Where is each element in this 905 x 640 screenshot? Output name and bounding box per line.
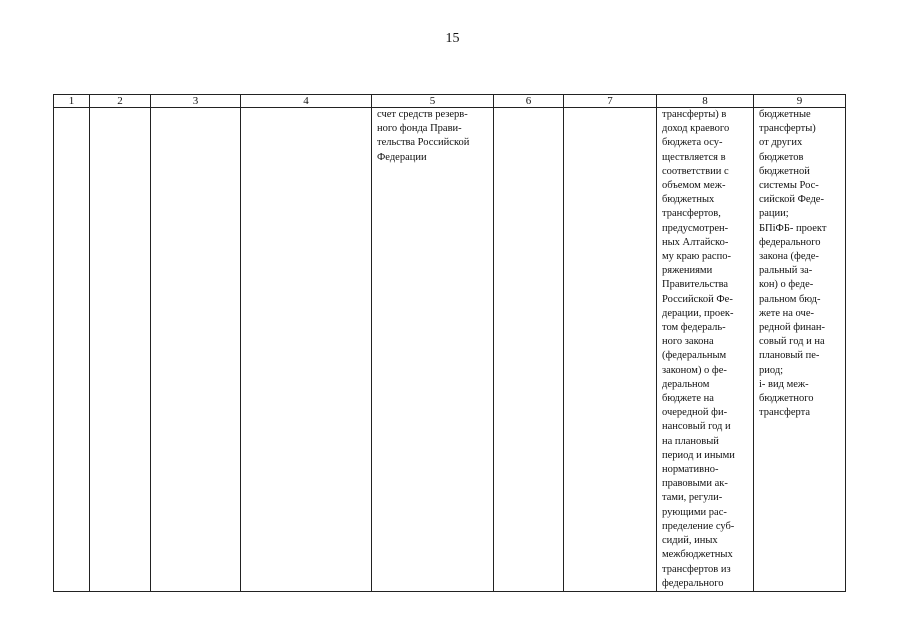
table-cell-col5 xyxy=(372,108,494,592)
page-number: 15 xyxy=(445,31,460,46)
column-header-5: 5 xyxy=(372,95,494,108)
table-row xyxy=(54,108,846,592)
column-header-7: 7 xyxy=(564,95,657,108)
table-cell-col7 xyxy=(564,108,657,592)
column-header-3: 3 xyxy=(151,95,241,108)
table-cell-col4 xyxy=(241,108,372,592)
table-cell-col6 xyxy=(494,108,564,592)
column-header-6: 6 xyxy=(494,95,564,108)
table-cell-col2 xyxy=(90,108,151,592)
table-cell-col8 xyxy=(657,108,754,592)
table-cell-col9 xyxy=(754,108,846,592)
cell-text-col9: бюджетные трансферты) от других бюджетов бюджетной системы Рос- сийской Феде- рации; БПiФБ- проект федерального закона (феде- ральный за- кон) о феде- ральном бюд- жете на оче- редной финан- совый год и на плановый пе- риод; i- вид меж- бюджетного трансферта xyxy=(759,109,827,419)
column-header-2: 2 xyxy=(90,95,151,108)
column-header-8: 8 xyxy=(657,95,754,108)
column-header-1: 1 xyxy=(54,95,90,108)
table-cell-col3 xyxy=(151,108,241,592)
table-header-row xyxy=(54,95,846,108)
column-header-9: 9 xyxy=(754,95,846,108)
cell-text-col8: трансферты) в доход краевого бюджета осу- ществляется в соответствии с объемом меж- бюджетных трансфертов, предусмотрен- ных Алтайско- му краю распо- ряжениями Правительства Российской Фе- дерации, проек- том федераль- ного закона (федеральным законом) о фе- деральном бюджете на очередной фи- нансовый год и на плановый период и иными нормативно- правовыми ак- тами, регули- рующими рас- пределение суб- сидий, иных межбюджетных трансфертов из федерального xyxy=(662,109,735,589)
table-cell-col1 xyxy=(54,108,90,592)
table-header xyxy=(54,95,846,108)
document-table xyxy=(53,94,846,592)
column-header-4: 4 xyxy=(241,95,372,108)
cell-text-col5: счет средств резерв- ного фонда Прави- тельства Российской Федерации xyxy=(377,109,470,163)
